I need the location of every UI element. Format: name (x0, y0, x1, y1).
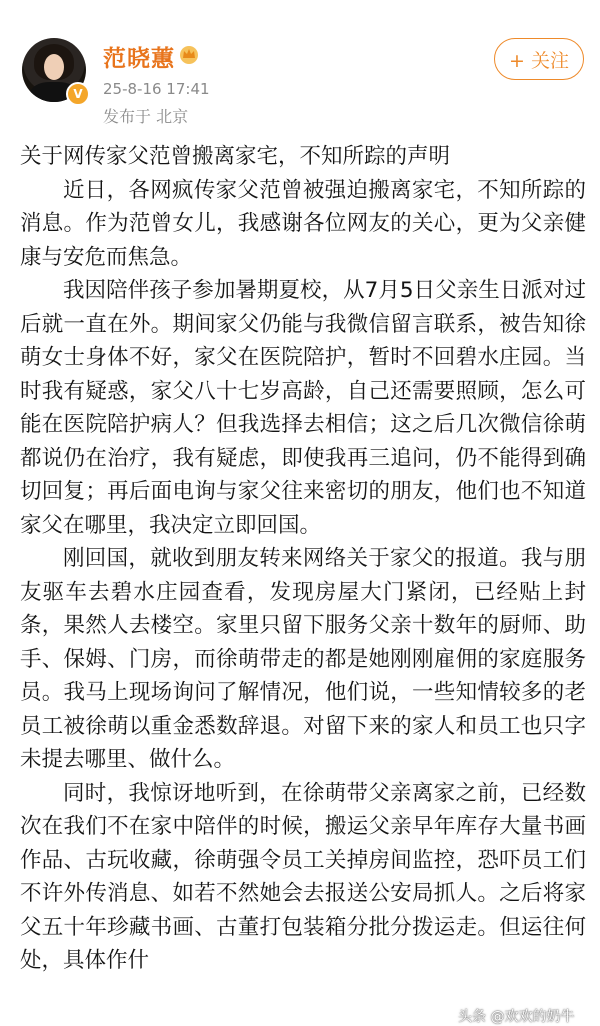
source-watermark: 头条 @欢欢的奶牛 (458, 1009, 575, 1025)
post-timestamp: 25-8-16 17:41 (103, 80, 210, 98)
post-header (0, 0, 600, 140)
article-paragraph: 我因陪伴孩子参加暑期夏校，从7月5日父亲生日派对过后就一直在外。期间家父仍能与我微信留言联系，被告知徐萌女士身体不好，家父在医院陪护，暂时不回碧水庄园。当时我有疑惑，家父八十七岁高龄，自己还需要照顾，怎么可能在医院陪护病人？但我选择去相信；这之后几次微信徐萌都说仍在治疗，我有疑虑，即使我再三追问，仍不能得到确切回复；再后面电询与家父往来密切的朋友，他们也不知道家父在哪里，我决定立即回国。 (20, 278, 586, 538)
article-paragraph: 近日，各网疯传家父范曾被强迫搬离家宅，不知所踪的消息。作为范曾女儿，我感谢各位网友的关心，更为父亲健康与安危而焦急。 (20, 177, 586, 270)
post-body (20, 140, 586, 978)
post-location: 发布于 北京 (103, 107, 189, 126)
crown-icon (178, 44, 200, 64)
verified-v-icon: V (66, 82, 90, 106)
follow-button[interactable]: + 关注 (494, 38, 584, 80)
author-name[interactable]: 范晓蕙 (103, 46, 175, 72)
article-paragraph: 同时，我惊讶地听到，在徐萌带父亲离家之前，已经数次在我们不在家中陪伴的时候，搬运父亲早年库存大量书画作品、古玩收藏，徐萌强令员工关掉房间监控，恐吓员工们不许外传消息、如若不然她会去报送公安局抓人。之后将家父五十年珍藏书画、古董打包装箱分批分拨运走。但运往何处，具体作什 (20, 780, 586, 973)
article-title: 关于网传家父范曾搬离家宅，不知所踪的声明 (20, 144, 451, 169)
avatar-face (44, 54, 64, 80)
article-paragraph: 刚回国，就收到朋友转来网络关于家父的报道。我与朋友驱车去碧水庄园查看，发现房屋大门紧闭，已经贴上封条，果然人去楼空。家里只留下服务父亲十数年的厨师、助手、保姆、门房，而徐萌带走的都是她刚刚雇佣的家庭服务员。我马上现场询问了解情况，他们说，一些知情较多的老员工被徐萌以重金悉数辞退。对留下来的家人和员工也只字未提去哪里、做什么。 (20, 546, 586, 772)
